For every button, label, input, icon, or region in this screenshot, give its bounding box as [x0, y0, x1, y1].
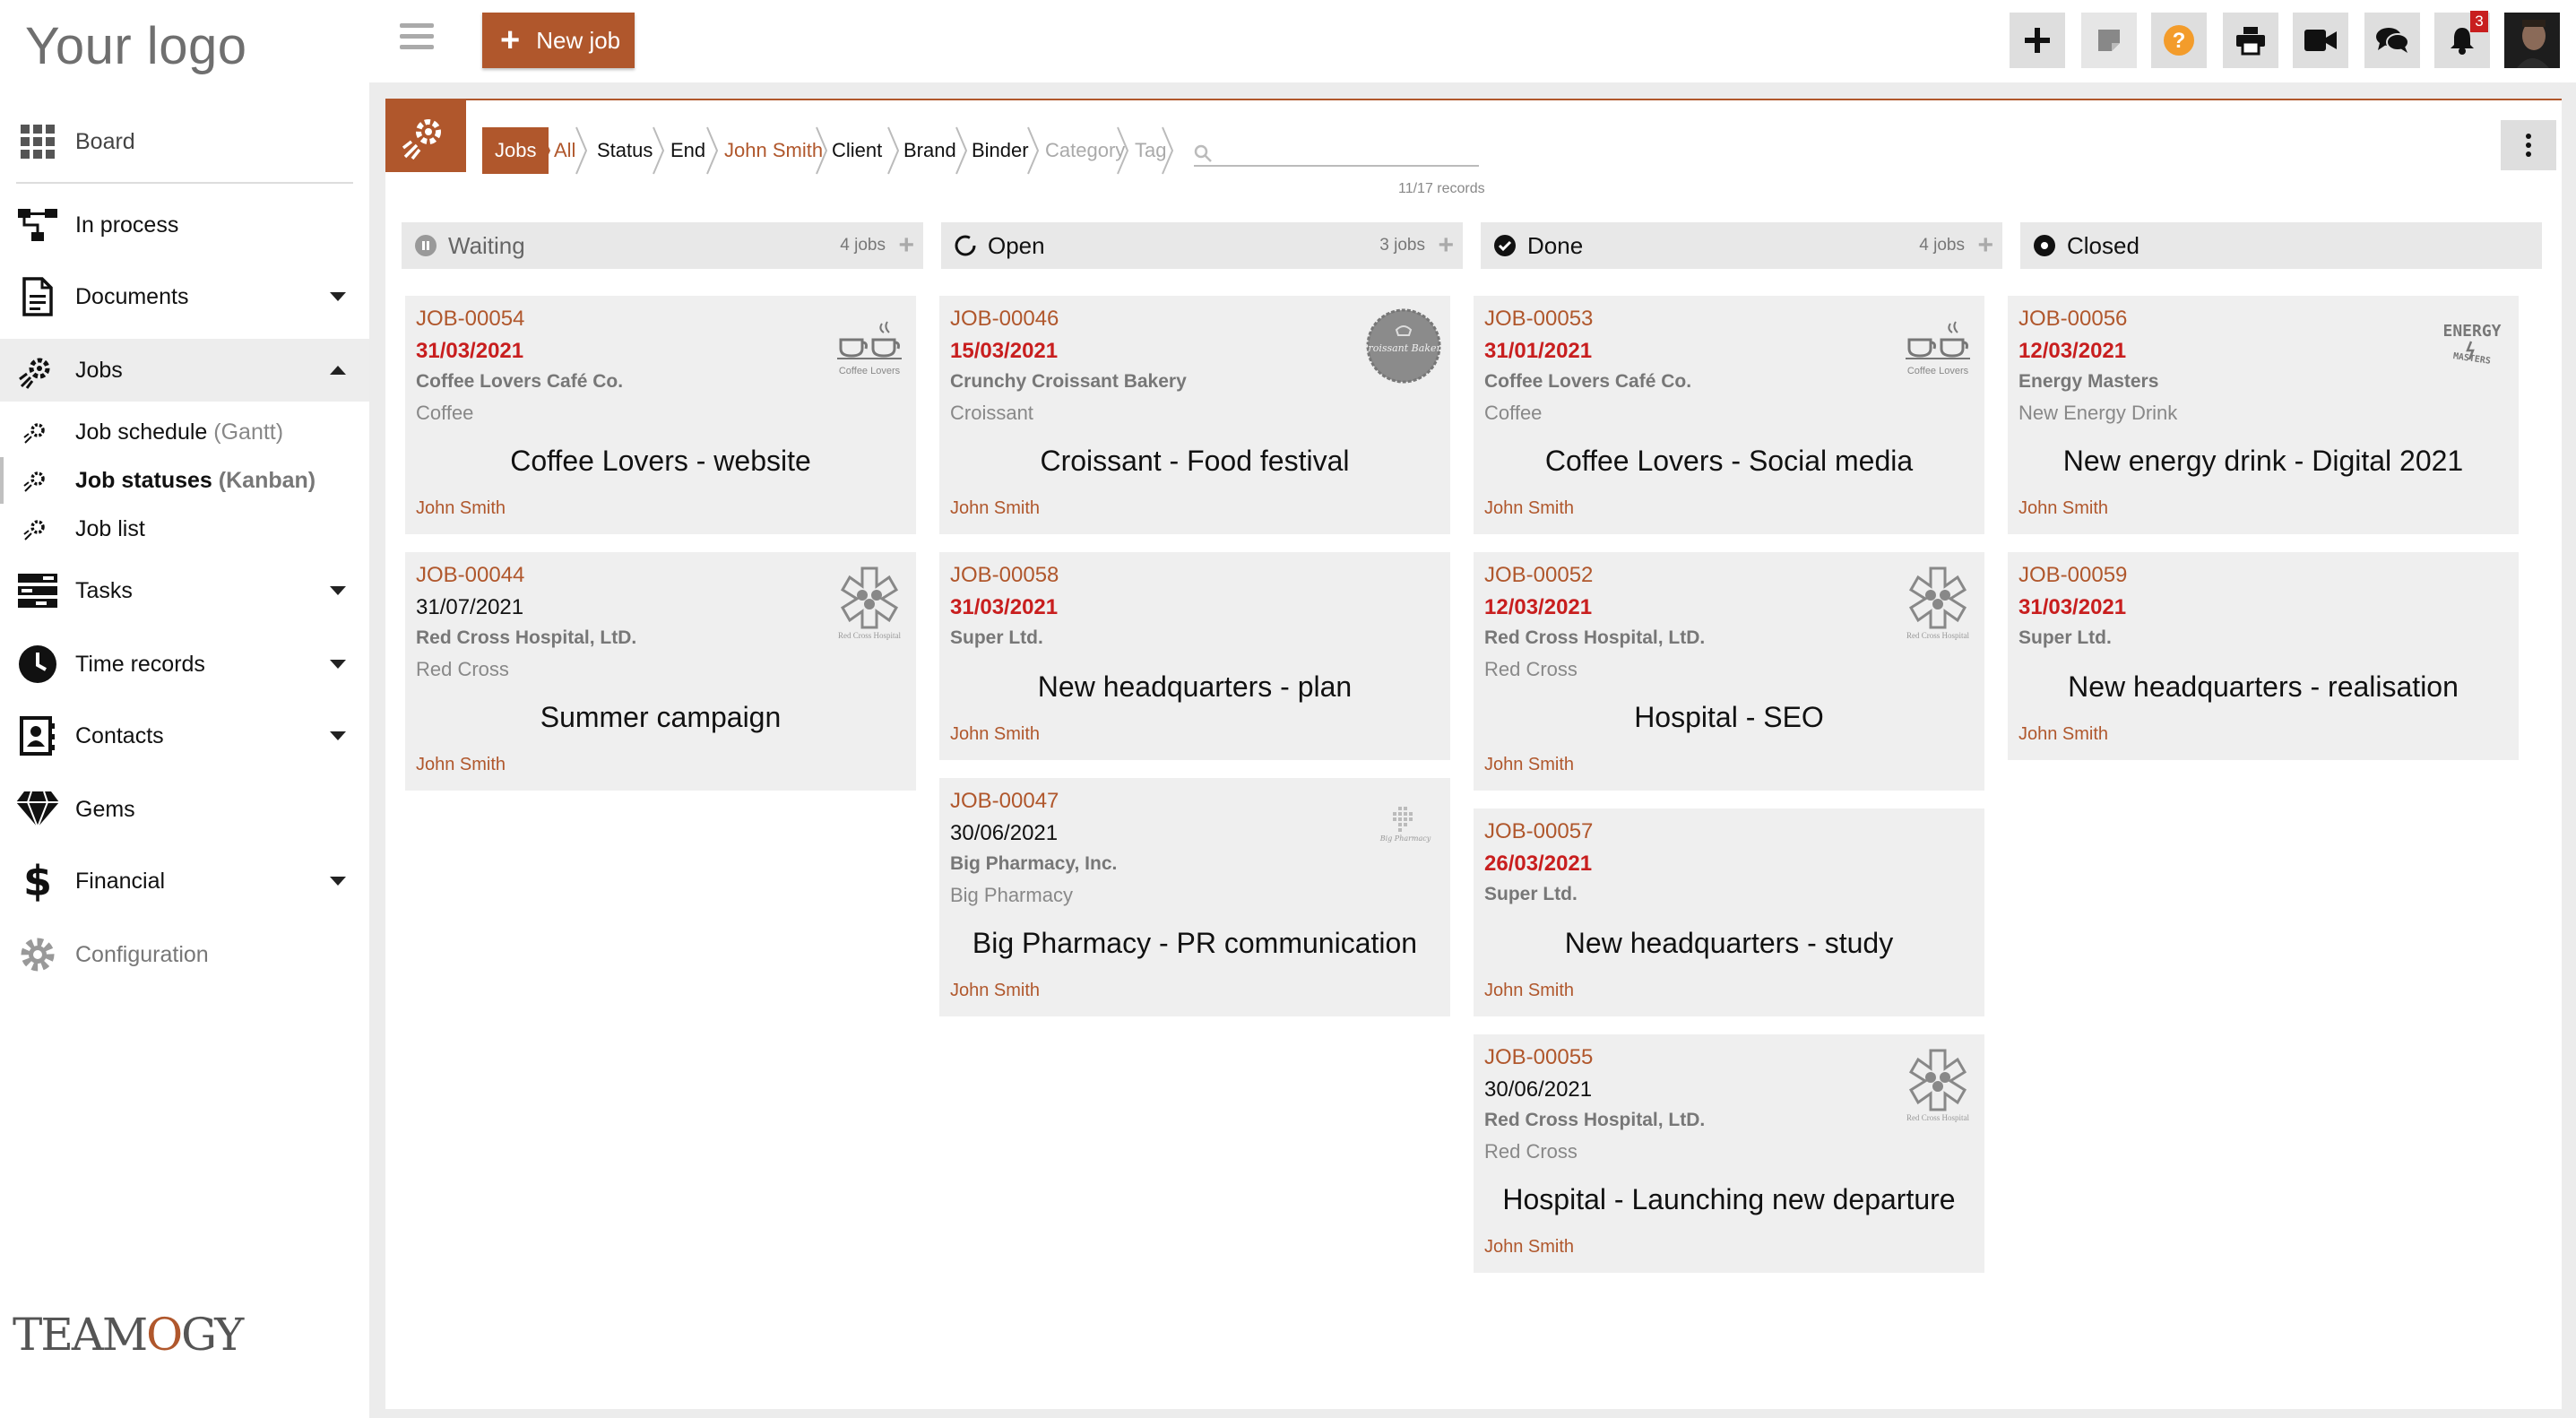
- job-owner: John Smith: [1484, 1237, 1575, 1257]
- search-box: [1194, 142, 1479, 167]
- job-number: JOB-00055: [1484, 1045, 1594, 1069]
- job-brand: Coffee: [416, 402, 474, 424]
- search-input[interactable]: [1217, 143, 1468, 164]
- chevron-right-icon: [887, 127, 900, 174]
- video-icon: [2304, 30, 2337, 51]
- sidebar-item-in-process[interactable]: [0, 194, 369, 256]
- red-cross-hospital-logo: [1900, 565, 1975, 640]
- big-pharmacy-logo: [1366, 791, 1441, 866]
- job-client: Crunchy Croissant Bakery: [950, 371, 1187, 392]
- chevron-down-icon: [330, 731, 346, 740]
- job-client: Energy Masters: [2018, 371, 2159, 392]
- client-logo: [2434, 308, 2510, 384]
- teamogy-logo: [13, 1309, 242, 1361]
- notes-button[interactable]: [2081, 13, 2137, 68]
- job-owner: John Smith: [1484, 755, 1575, 774]
- workflow-icon: [18, 205, 57, 245]
- red-cross-hospital-logo: [832, 565, 907, 640]
- job-brand: Red Cross: [1484, 1140, 1578, 1163]
- chevron-down-icon: [330, 292, 346, 301]
- chevron-right-icon: [575, 127, 588, 174]
- sidebar-item-label: In process: [75, 212, 179, 238]
- job-brand: Coffee: [1484, 402, 1543, 424]
- client-logo: [832, 308, 907, 384]
- job-title: New energy drink - Digital 2021: [2062, 445, 2464, 477]
- job-card[interactable]: [405, 552, 916, 791]
- column-count: 4 jobs: [1919, 236, 1965, 255]
- job-number: JOB-00053: [1484, 307, 1594, 331]
- column-header-done: [1481, 222, 2002, 269]
- add-job-to-column-button[interactable]: +: [1438, 230, 1454, 260]
- app-logo[interactable]: Your logo: [25, 17, 247, 75]
- rocket-gear-icon: [23, 419, 48, 445]
- sidebar-item-label: Documents: [75, 283, 189, 309]
- kebab-menu-icon: [2526, 132, 2531, 159]
- sidebar-item-configuration[interactable]: [0, 923, 369, 986]
- sidebar-item-time-records[interactable]: [0, 633, 369, 696]
- logo-caption: MASTERS: [2452, 351, 2492, 367]
- column-count: 4 jobs: [840, 236, 886, 255]
- job-number: JOB-00057: [1484, 819, 1594, 843]
- client-logo: [1900, 308, 1975, 384]
- client-logo: [1900, 565, 1975, 640]
- filter-jobs[interactable]: Jobs: [482, 127, 549, 174]
- pause-circle-icon: [414, 234, 437, 257]
- rocket-gear-icon: [23, 468, 48, 493]
- chevron-right-icon: [955, 127, 968, 174]
- print-button[interactable]: [2223, 13, 2278, 68]
- job-client: Red Cross Hospital, LtD.: [1484, 1110, 1706, 1130]
- job-card[interactable]: [405, 296, 916, 534]
- chevron-right-icon: [1162, 127, 1174, 174]
- logo-caption: Coffee Lovers: [838, 366, 901, 376]
- help-button[interactable]: [2151, 13, 2207, 68]
- job-number: JOB-00044: [416, 563, 525, 587]
- filter-binder[interactable]: Binder: [972, 139, 1029, 161]
- job-owner: John Smith: [950, 724, 1041, 744]
- job-title: New headquarters - realisation: [2068, 670, 2459, 703]
- column-count: 3 jobs: [1379, 236, 1425, 255]
- video-button[interactable]: [2293, 13, 2348, 68]
- plus-icon: +: [500, 22, 521, 59]
- gear-icon: [18, 935, 57, 974]
- gem-icon: [18, 790, 57, 829]
- filter-owner[interactable]: John Smith: [724, 139, 824, 161]
- job-owner: John Smith: [1484, 981, 1575, 1000]
- rocket-gear-icon: [23, 516, 48, 541]
- job-owner: John Smith: [416, 498, 506, 518]
- job-number: JOB-00047: [950, 789, 1059, 813]
- menu-toggle-icon[interactable]: [400, 23, 434, 54]
- sidebar-subitem-label: [75, 419, 283, 445]
- print-icon: [2236, 27, 2265, 54]
- sidebar-item-label: Tasks: [75, 577, 133, 603]
- chevron-down-icon: [330, 877, 346, 886]
- job-title: Big Pharmacy - PR communication: [972, 927, 1418, 959]
- job-due-date: 31/03/2021: [2018, 595, 2127, 619]
- job-due-date: 15/03/2021: [950, 339, 1059, 363]
- job-owner: John Smith: [1484, 498, 1575, 518]
- coffee-cups-logo: [1900, 315, 1975, 377]
- sidebar-subitem-label: Job list: [75, 515, 145, 541]
- job-number: JOB-00054: [416, 307, 525, 331]
- clock-icon: [18, 644, 57, 684]
- client-logo: [1361, 308, 1447, 384]
- job-number: JOB-00056: [2018, 307, 2128, 331]
- energy-masters-logo: [2432, 315, 2512, 377]
- job-number: JOB-00059: [2018, 563, 2128, 587]
- job-due-date: 31/03/2021: [416, 339, 524, 363]
- column-title: Waiting: [448, 231, 525, 259]
- sidebar-item-tasks[interactable]: [0, 559, 369, 622]
- new-job-button[interactable]: [482, 13, 635, 68]
- job-brand: Red Cross: [416, 658, 509, 680]
- sidebar-item-jobs[interactable]: [0, 339, 369, 402]
- document-icon: [18, 277, 57, 316]
- job-card[interactable]: [2008, 296, 2519, 534]
- red-cross-hospital-logo: [1900, 1047, 1975, 1122]
- sidebar-item-label: Contacts: [75, 722, 164, 748]
- column-header-waiting: [402, 222, 923, 269]
- sidebar-item-label: Configuration: [75, 941, 209, 967]
- logo-caption: Red Cross Hospital: [1906, 631, 1970, 640]
- sidebar-item-label: Gems: [75, 796, 135, 822]
- sidebar-item-label: Jobs: [75, 357, 123, 383]
- notifications-button[interactable]: [2434, 13, 2490, 68]
- jobs-module-tile[interactable]: [385, 100, 466, 172]
- dollar-icon: $: [22, 857, 52, 905]
- job-due-date: 12/03/2021: [1484, 595, 1593, 619]
- job-card[interactable]: [1474, 296, 1984, 534]
- tasks-icon: [18, 571, 57, 610]
- job-client: Red Cross Hospital, LtD.: [1484, 627, 1706, 648]
- filter-brand[interactable]: Brand: [903, 139, 956, 161]
- chevron-right-icon: [706, 127, 719, 174]
- job-brand: New Energy Drink: [2018, 402, 2178, 424]
- subitem-text: Job statuses: [75, 467, 212, 493]
- subitem-paren: (Gantt): [213, 419, 284, 445]
- subitem-paren: (Kanban): [218, 467, 316, 493]
- plus-icon: [2025, 28, 2050, 53]
- job-client: Coffee Lovers Café Co.: [416, 371, 624, 392]
- workspace: [369, 82, 2576, 1418]
- sidebar-item-documents[interactable]: [0, 265, 369, 328]
- job-client: Red Cross Hospital, LtD.: [416, 627, 637, 648]
- add-job-to-column-button[interactable]: +: [898, 230, 914, 260]
- contacts-book-icon: [18, 716, 57, 756]
- job-title: Summer campaign: [540, 701, 782, 733]
- job-brand: Red Cross: [1484, 658, 1578, 680]
- chevron-down-icon: [330, 586, 346, 595]
- new-job-label: New job: [536, 26, 621, 54]
- job-card[interactable]: [939, 778, 1450, 1016]
- subitem-text: Job schedule: [75, 419, 208, 445]
- brandmark-part: GY: [181, 1309, 243, 1361]
- sidebar-item-contacts[interactable]: [0, 705, 369, 767]
- filter-status[interactable]: Status: [597, 139, 653, 161]
- job-due-date: 30/06/2021: [1484, 1077, 1593, 1102]
- job-client: Super Ltd.: [2018, 627, 2112, 648]
- job-title: Hospital - SEO: [1634, 701, 1824, 733]
- kanban-panel: [385, 99, 2562, 1409]
- job-card[interactable]: [1474, 552, 1984, 791]
- job-owner: John Smith: [2018, 724, 2109, 744]
- svg-text:?: ?: [2172, 29, 2186, 53]
- job-due-date: 31/03/2021: [950, 595, 1059, 619]
- chevron-down-icon: [330, 660, 346, 669]
- job-title: New headquarters - plan: [1037, 670, 1353, 703]
- filter-category[interactable]: Category: [1045, 139, 1126, 161]
- check-circle-icon: [1493, 234, 1517, 257]
- job-client: Super Ltd.: [1484, 884, 1578, 904]
- logo-caption: Red Cross Hospital: [1906, 1113, 1970, 1122]
- user-photo: [2504, 13, 2560, 68]
- column-title: Open: [988, 231, 1045, 259]
- grid-icon: [18, 122, 57, 161]
- job-client: Coffee Lovers Café Co.: [1484, 371, 1692, 392]
- croissant-bakery-logo: [1361, 308, 1447, 384]
- job-card[interactable]: [1474, 1034, 1984, 1273]
- job-client: Super Ltd.: [950, 627, 1043, 648]
- client-logo: [832, 565, 907, 640]
- logo-caption: ENERGY: [2442, 322, 2502, 341]
- sidebar-subitem-label: [75, 468, 316, 494]
- record-circle-icon: [2033, 234, 2056, 257]
- logo-caption: Croissant Bakery: [1361, 342, 1447, 354]
- sidebar-item-financial[interactable]: [0, 850, 369, 912]
- column-header-open: [941, 222, 1463, 269]
- job-title: Croissant - Food festival: [1040, 445, 1350, 477]
- job-card[interactable]: [939, 552, 1450, 760]
- job-client: Big Pharmacy, Inc.: [950, 853, 1118, 874]
- job-owner: John Smith: [950, 498, 1041, 518]
- logo-caption: Red Cross Hospital: [837, 631, 902, 640]
- job-number: JOB-00052: [1484, 563, 1594, 587]
- job-due-date: 31/07/2021: [416, 595, 524, 619]
- job-owner: John Smith: [2018, 498, 2109, 518]
- job-title: Hospital - Launching new departure: [1502, 1183, 1956, 1215]
- job-title: Coffee Lovers - website: [510, 445, 811, 477]
- brandmark-part: O: [146, 1309, 182, 1361]
- sidebar-divider: [16, 182, 353, 184]
- search-icon: [1194, 144, 1212, 162]
- client-logo: [1366, 791, 1441, 866]
- chevron-right-icon: [816, 127, 828, 174]
- column-title: Closed: [2067, 231, 2139, 259]
- add-button[interactable]: [2010, 13, 2065, 68]
- chevron-up-icon: [330, 366, 346, 375]
- sidebar-item-board[interactable]: [0, 110, 369, 173]
- job-title: New headquarters - study: [1564, 927, 1894, 959]
- filter-end[interactable]: End: [670, 139, 706, 161]
- sidebar-item-label: Board: [75, 128, 135, 154]
- user-avatar[interactable]: [2504, 13, 2560, 68]
- note-icon: [2097, 29, 2121, 52]
- filter-tag[interactable]: Tag: [1135, 139, 1167, 161]
- chevron-right-icon: [1027, 127, 1040, 174]
- brandmark-part: TEAM: [13, 1309, 147, 1361]
- sidebar-subitem-job-list[interactable]: [0, 506, 369, 552]
- add-job-to-column-button[interactable]: +: [1977, 230, 1993, 260]
- open-circle-icon: [954, 234, 977, 257]
- chevron-right-icon: [540, 127, 552, 174]
- sidebar-item-gems[interactable]: [0, 778, 369, 841]
- coffee-cups-logo: [832, 315, 907, 377]
- sidebar-subitem-job-statuses[interactable]: [0, 457, 369, 504]
- chevron-right-icon: [653, 127, 665, 174]
- job-brand: Croissant: [950, 402, 1033, 424]
- filter-all[interactable]: All: [554, 139, 576, 161]
- records-count: 11/17 records: [1398, 181, 1485, 196]
- sidebar-subitem-job-schedule[interactable]: [0, 409, 369, 455]
- job-owner: John Smith: [416, 755, 506, 774]
- column-title: Done: [1527, 231, 1584, 259]
- chat-button[interactable]: [2364, 13, 2420, 68]
- notification-count-badge: 3: [2470, 11, 2488, 32]
- chat-icon: [2376, 27, 2408, 54]
- job-number: JOB-00046: [950, 307, 1059, 331]
- job-due-date: 26/03/2021: [1484, 852, 1593, 876]
- job-brand: Big Pharmacy: [950, 884, 1073, 906]
- logo-caption: Big Pharmacy: [1379, 834, 1431, 843]
- job-due-date: 31/01/2021: [1484, 339, 1593, 363]
- job-number: JOB-00058: [950, 563, 1059, 587]
- more-options-button[interactable]: [2501, 120, 2556, 170]
- rocket-gear-icon: [18, 350, 57, 390]
- filter-client[interactable]: Client: [832, 139, 883, 161]
- job-card[interactable]: [939, 296, 1450, 534]
- logo-caption: Coffee Lovers: [1906, 366, 1969, 376]
- rocket-gear-icon: [402, 112, 450, 160]
- chevron-right-icon: [1117, 127, 1129, 174]
- help-icon: [2164, 25, 2194, 56]
- job-card[interactable]: [2008, 552, 2519, 760]
- top-toolbar: [369, 0, 2576, 82]
- job-due-date: 30/06/2021: [950, 821, 1059, 845]
- job-card[interactable]: [1474, 808, 1984, 1016]
- client-logo: [1900, 1047, 1975, 1122]
- job-due-date: 12/03/2021: [2018, 339, 2127, 363]
- sidebar: [0, 0, 369, 1418]
- job-title: Coffee Lovers - Social media: [1544, 445, 1914, 477]
- job-owner: John Smith: [950, 981, 1041, 1000]
- column-header-closed: [2020, 222, 2542, 269]
- sidebar-item-label: Financial: [75, 868, 166, 894]
- sidebar-item-label: Time records: [75, 651, 205, 677]
